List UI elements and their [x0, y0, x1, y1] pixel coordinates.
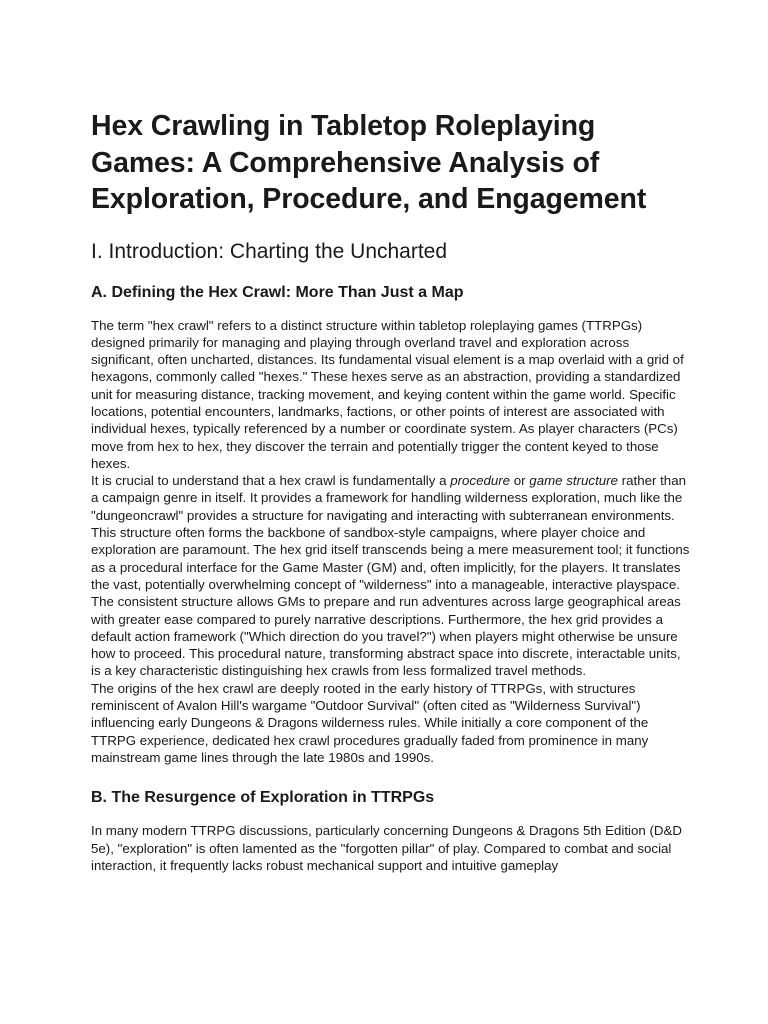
paragraph: In many modern TTRPG discussions, particularly concerning Dungeons & Dragons 5th Edition (D&D 5e), "exploration" is often lamented as the "forgotten pillar" of play. Compared to combat and social interaction, it frequently lacks robust mechanical support and intuitive gameplay [91, 823, 682, 873]
paragraph [91, 472, 691, 680]
text-run: or [510, 473, 530, 489]
subsection-heading-resurgence: B. The Resurgence of Exploration in TTRPGs [91, 789, 435, 807]
emphasis-text: procedure [450, 473, 511, 489]
subsection-heading-defining-hex-crawl: A. Defining the Hex Crawl: More Than Just a Map [91, 283, 464, 301]
section-heading-introduction: I. Introduction: Charting the Uncharted [91, 239, 448, 263]
paragraph: The term "hex crawl" refers to a distinct structure within tabletop roleplaying games (TTRPGs) designed primarily for managing and playing through overland travel and exploration across significant, often uncharted, distances. Its fundamental visual element is a map overlaid with a grid of hexagons, commonly called "hexes." These hexes serve as an abstraction, providing a standardized unit for measuring distance, tracking movement, and keying content within the game world. Specific locations, potential encounters, landmarks, factions, or other points of interest are associated with individual hexes, typically referenced by a number or coordinate system. As player characters (PCs) move from hex to hex, they discover the terrain and potentially trigger the content keyed to those hexes. [91, 317, 684, 471]
text-run: It is crucial to understand that a hex crawl is fundamentally a [91, 473, 451, 489]
emphasis-text: game structure [529, 473, 618, 489]
document-page [91, 108, 691, 874]
document-title: Hex Crawling in Tabletop Roleplaying Games: A Comprehensive Analysis of Exploration, Procedure, and Engagement [91, 110, 647, 215]
subsection-b-body [91, 822, 691, 874]
paragraph: The origins of the hex crawl are deeply rooted in the early history of TTRPGs, with structures reminiscent of Avalon Hill's wargame "Outdoor Survival" (often cited as "Wilderness Survival") influencing early Dungeons & Dragons wilderness rules. While initially a core component of the TTRPG experience, dedicated hex crawl procedures gradually faded from prominence in many mainstream game lines through the late 1980s and 1990s. [91, 680, 649, 765]
text-run: rather than a campaign genre in itself. It provides a framework for handling wilderness exploration, much like the "dungeoncrawl" provides a structure for navigating and interacting with subterranean environments. This structure often forms the backbone of sandbox-style campaigns, where player choice and exploration are paramount. The hex grid itself transcends being a mere measurement tool; it functions as a procedural interface for the Game Master (GM) and, often implicitly, for the players. It translates the vast, potentially overwhelming concept of "wilderness" into a manageable, interactive playspace. The consistent structure allows GMs to prepare and run adventures across large geographical areas with greater ease compared to purely narrative descriptions. Furthermore, the hex grid provides a default action framework ("Which direction do you travel?") when players might otherwise be unsure how to proceed. This procedural nature, transforming abstract space into discrete, interactable units, is a key characteristic distinguishing hex crawls from less formalized travel methods. [91, 473, 690, 679]
subsection-a-body [91, 317, 691, 767]
